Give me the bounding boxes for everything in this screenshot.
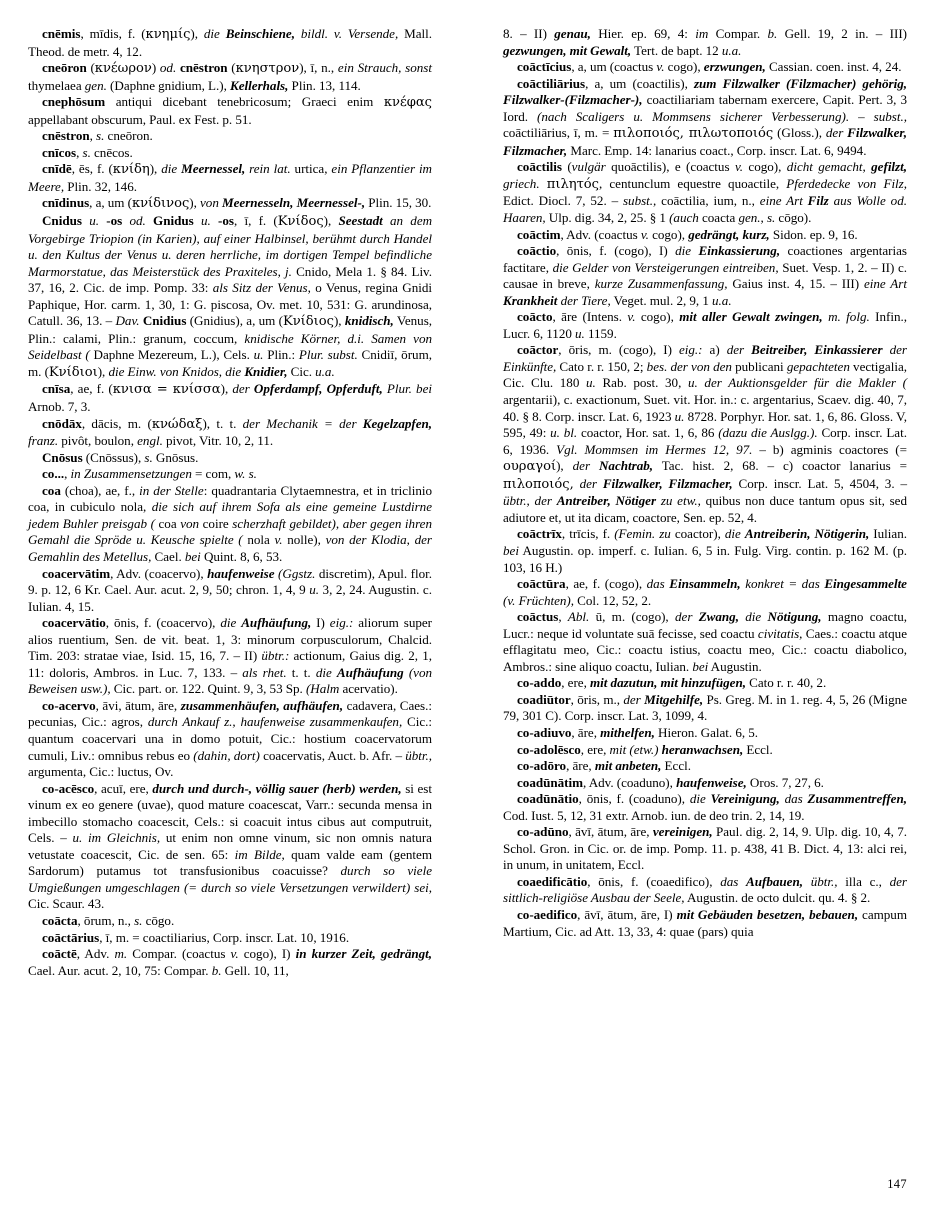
dictionary-entry: coacervātim, Adv. (coacervo), haufenweise (Ggstz. discretim), Apul. flor. 9. p. 12, 6 Kr. Cael. Aur. acut. 2, 9, 50; chron. 1, 4, 9 u. 3, 2, 24. Augustin. c. Iulian. 4, 15. bbox=[28, 565, 433, 614]
dictionary-entry: co-addo, ere, mit dazutun, mit hinzufügen, Cato r. r. 40, 2. bbox=[517, 675, 827, 691]
dictionary-entry: co-acervo, āvi, ātum, āre, zusammenhäufen, aufhäufen, cadavera, Caes.: pecunias, Cic.: agros, durch Ankauf z., haufenweise zusammenkaufen, Cic.: quantum coacervari una in domo potuit, Cic.: hostium coacervatorum cumuli, Liv.: omnibus rebus eo (dahin, dort) coacervatis, Auct. b. Afr. – übtr., argumenta, Cic.: luctus, Ov. bbox=[28, 697, 433, 780]
dictionary-entry: co-adolēsco, ere, mit (etw.) heranwachsen, Eccl. bbox=[517, 741, 773, 757]
dictionary-entry: coāctus, Abl. ū, m. (cogo), der Zwang, die Nötigung, magno coactu, Lucr.: neque id voluntate suā fecisse, sed coactu civitatis, Caes.: coactu atque efflagitatu meo, Cic.: coactu istius, coactu meo, Cic.: coactu diabolico, Ambros.: sine aliquo coactu, Iulian. bei Augustin. bbox=[503, 609, 908, 674]
dictionary-entry: coāctiliārius, a, um (coactilis), zum Filzwalker (Filzmacher) gehörig, Filzwalker-(Filzmacher-), coactiliariam tabernam exercere, Capit. Pert. 3, 3 Iord. (nach Scaligers u. Mommsens sicherer Verbesserung). – subst., coāctiliārius, ī, m. = πιλοποιός, πιλωτοποιός (Gloss.), der Filzwalker, Filzmacher, Marc. Emp. 14: lanarius coact., Corp. inscr. Lat. 6, 9494. bbox=[503, 75, 908, 158]
dictionary-entry: co-acēsco, acuī, ere, durch und durch-, völlig sauer (herb) werden, si est vinum ex eo genere (uvae), quod mature coacescat, Varr.: secunda mensa in imbecillo stomacho coacescit, Cels.: si coacuit intus cibus aut computruit, Cels. – u. im Gleichnis, ut enim non omne vinum, sic non omnis natura vetustate coacescit, Cic. de sen. 65: im Bilde, quam valde eam (gentem Sardorum) putamus tot transfusionibus coacuisse? durch so viele Umgießungen umgeschlagen (= durch so viele Versetzungen verwildert) sei, Cic. Scaur. 43. bbox=[28, 780, 433, 912]
dictionary-entry: coāctio, ōnis, f. (cogo), I) die Einkassierung, coactiones argentarias factitare, die Gelder von Versteigerungen eintreiben, Suet. Vesp. 1, 2. – II) c. causae in breve, kurze Zusammenfassung, Gaius inst. 4, 15. – III) eine Art Krankheit der Tiere, Veget. mul. 2, 9, 1 u.a. bbox=[503, 243, 908, 308]
dictionary-entry: coa (choa), ae, f., in der Stelle: quadrantaria Clytaemnestra, et in triclinio coa, in cubiculo nola, die sich auf ihrem Sofa als eine gemeine Lustdirne jedem Buhler preisgab ( coa von coire scherzhaft gebildet), aber gegen ihren Gemahl die Spröde u. Keusche spielte ( nola v. nolle), von der Klodia, der Gemahlin des Metellus, Cael. bei Quint. 8, 6, 53. bbox=[28, 482, 432, 564]
dictionary-entry: coāctrīx, trīcis, f. (Femin. zu coactor), die Antreiberin, Nötigerin, Iulian. bei Augustin. op. imperf. c. Iulian. 6, 5 in. Fulg. Virg. contin. p. 162 M. (p. 103, 16 H.) bbox=[503, 526, 907, 575]
dictionary-entry: coāctē, Adv. m. Compar. (coactus v. cogo), I) in kurzer Zeit, gedrängt, Cael. Aur. acut. 2, 10, 75: Compar. b. Gell. 10, 11, bbox=[28, 946, 433, 978]
dictionary-entry: coāctūra, ae, f. (cogo), das Einsammeln, konkret = das Eingesammelte (v. Früchten), Col. 12, 52, 2. bbox=[503, 576, 907, 608]
dictionary-entry: co-adūno, āvī, ātum, āre, vereinigen, Paul. dig. 2, 14, 9. Ulp. dig. 10, 4, 7. Schol. Gron. in Cic. or. de imp. Pomp. 11. p. 438, 41 B. Dict. 4, 13: alci rei, in unum, in unitatem, Eccl. bbox=[503, 824, 907, 873]
page-number: 147 bbox=[887, 1177, 907, 1191]
dictionary-entry: Cnidus u. -os od. Gnidus u. -os, ī, f. (Κνίδος), Seestadt an dem Vorgebirge Triopion (in Karien), auf einer Halbinsel, berühmt durch Handel u. den Kultus der Venus u. deren herrliche, im dortigen Tempel befindliche Marmorstatue, das Meisterstück des Praxiteles, j. Cnido, Mela 1. § 84. Liv. 37, 16, 2. Cic. de imp. Pomp. 33: als Sitz der Venus, o Venus, regina Gnidi Paphique, Hor. carm. 1, 30, 1: G. piscosa, Ov. met. 10, 531: G. arundinosa, Catull. 36, 13. – Dav. Cnidius (Gnidius), a, um (Κνίδιος), knidisch, Venus, Plin.: calami, Plin.: granum, coccum, knidische Körner, d.i. Samen von Seidelbast ( Daphne Mezereum, L.), Cels. u. Plin.: Plur. subst. Cnidiī, ōrum, m. (Κνίδιοι), die Einw. von Knidos, die Knidier, Cic. u.a. bbox=[28, 213, 433, 380]
dictionary-entry: cnīcos, s. cnēcos. bbox=[42, 144, 133, 160]
dictionary-entry: cnephōsum antiqui dicebant tenebricosum; Graeci enim κνέφας appellabant obscurum, Paul. ex Fest. p. 51. bbox=[28, 94, 432, 127]
dictionary-entry: co-aedifico, āvī, ātum, āre, I) mit Gebäuden besetzen, bebauen, campum Martium, Cic. ad Att. 13, 33, 4: quae (pars) quia bbox=[503, 906, 907, 939]
dictionary-entry: coadūnātim, Adv. (coaduno), haufenweise, Oros. 7, 27, 6. bbox=[517, 774, 824, 790]
dictionary-entry: coāctilis (vulgär quoāctilis), e (coactus v. cogo), dicht gemacht, gefilzt, griech. πιλητός, centunclum equestre quoactile, Pferdedecke von Filz, Edict. Diocl. 7, 52. – subst., coāctilia, ium, n., eine Art Filz aus Wolle od. Haaren, Ulp. dig. 34, 2, 25. § 1 (auch coacta gen., s. cōgo). bbox=[503, 159, 908, 226]
dictionary-entry: co..., in Zusammensetzungen = com, w. s. bbox=[42, 466, 257, 482]
dictionary-entry: coadūnātio, ōnis, f. (coaduno), die Vereinigung, das Zusammentreffen, Cod. Iust. 5, 12, 31 extr. Arnob. iun. de deo trin. 2, 14, 19. bbox=[503, 791, 907, 823]
two-column-text-body bbox=[28, 26, 907, 979]
dictionary-entry: cnīsa, ae, f. (κνισα = κνίσσα), der Opferdampf, Opferduft, Plur. bei Arnob. 7, 3. bbox=[28, 381, 432, 415]
dictionary-entry: cnēmis, mīdis, f. (κνημίς), die Beinschiene, bildl. v. Versende, Mall. Theod. de metr. 4, 12. bbox=[28, 26, 433, 59]
dictionary-entry: coācta, ōrum, n., s. cōgo. bbox=[42, 912, 175, 928]
left-text-column bbox=[28, 26, 432, 979]
dictionary-entry: coāctor, ōris, m. (cogo), I) eig.: a) der Beitreiber, Einkassierer der Einkünfte, Cato r. r. 150, 2; bes. der von den publicani gepachteten vectigalia, Cic. Clu. 180 u. Rab. post. 30, u. der Auktionsgelder für die Makler ( argentarii), c. exactionum, Suet. vit. Hor. in.: c. argentarius, Scaev. dig. 40, 7, 40. § 8. Corp. inscr. Lat. 6, 1923 u. 8728. Porphyr. Hor. sat. 1, 6, 86. Gloss. V, 595, 49: u. bl. coactor, Hor. sat. 1, 6, 86 (dazu die Auslgg.). Corp. inscr. Lat. 6, 1936. Vgl. Mommsen im Hermes 12, 97. – b) agminis coactores (= ουραγοί), der Nachtrab, Tac. hist. 2, 68. – c) coactor lanarius = πιλοποιός, der Filzwalker, Filzmacher, Corp. inscr. Lat. 5, 4504, 3. – übtr., der Antreiber, Nötiger zu etw., quibus non duce tantum opus sit, sed adiutore et, ut ita dicam, coactore, Sen. ep. 52, 4. bbox=[503, 342, 907, 525]
dictionary-entry: 8. – II) genau, Hier. ep. 69, 4: im Compar. b. Gell. 19, 2 in. – III) gezwungen, mit Gewalt, Tert. de bapt. 12 u.a. bbox=[503, 26, 908, 58]
dictionary-entry: coadiūtor, ōris, m., der Mitgehilfe, Ps. Greg. M. in 1. reg. 4, 5, 26 (Migne 79, 301 C). Corp. inscr. Lat. 3, 1099, 4. bbox=[503, 691, 907, 724]
dictionary-entry: cneōron (κνέωρον) od. cnēstron (κνηστρον), ī, n., ein Strauch, sonst thymelaea gen. (Daphne gnidium, L.), Kellerhals, Plin. 13, 114. bbox=[28, 60, 432, 93]
dictionary-entry: cnīdinus, a, um (κνίδινος), von Meernesseln, Meernessel-, Plin. 15, 30. bbox=[42, 195, 432, 212]
dictionary-entry: Cnōsus (Cnōssus), s. Gnōsus. bbox=[42, 449, 199, 465]
dictionary-entry: coāctīcius, a, um (coactus v. cogo), erzwungen, Cassian. coen. inst. 4, 24. bbox=[517, 59, 902, 75]
dictionary-entry: co-adōro, āre, mit anbeten, Eccl. bbox=[517, 758, 691, 774]
dictionary-entry: coaedificātio, ōnis, f. (coaedifico), das Aufbauen, übtr., illa c., der sittlich-religiöse Ausbau der Seele, Augustin. de octo dulcit. qu. 4. § 2. bbox=[503, 873, 907, 906]
dictionary-entry: coācto, āre (Intens. v. cogo), mit aller Gewalt zwingen, m. folg. Infin., Lucr. 6, 1120 u. 1159. bbox=[503, 309, 907, 341]
dictionary-entry: coacervātio, ōnis, f. (coacervo), die Aufhäufung, I) eig.: aliorum super alios ruentium, Sen. de vit. beat. 1, 3: minorum corpusculorum, Chalcid. Tim. 203: stratae viae, Isid. 15, 16, 7. – II) übtr.: actionum, Gaius dig. 2, 1, 11: doloris, Ambros. in Luc. 7, 133. – als rhet. t. t. die Aufhäufung (von Beweisen usw.), Cic. part. or. 122. Quint. 9, 3, 53 Sp. (Halm acervatio). bbox=[28, 615, 433, 697]
dictionary-entry: coāctim, Adv. (coactus v. cogo), gedrängt, kurz, Sidon. ep. 9, 16. bbox=[517, 226, 858, 242]
dictionary-entry: coāctārius, ī, m. = coactiliarius, Corp. inscr. Lat. 10, 1916. bbox=[42, 929, 350, 945]
dictionary-entry: cnōdāx, dācis, m. (κνώδαξ), t. t. der Mechanik = der Kegelzapfen, franz. pivôt, boulon, engl. pivot, Vitr. 10, 2, 11. bbox=[28, 415, 433, 449]
dictionary-entry: co-adiuvo, āre, mithelfen, Hieron. Galat. 6, 5. bbox=[517, 724, 759, 740]
dictionary-entry: cnēstron, s. cneōron. bbox=[42, 128, 153, 144]
dictionary-entry: cnīdē, ēs, f. (κνίδη), die Meernessel, rein lat. urtica, ein Pflanzentier im Meere, Plin. 32, 146. bbox=[28, 161, 432, 194]
right-text-column bbox=[503, 26, 907, 940]
